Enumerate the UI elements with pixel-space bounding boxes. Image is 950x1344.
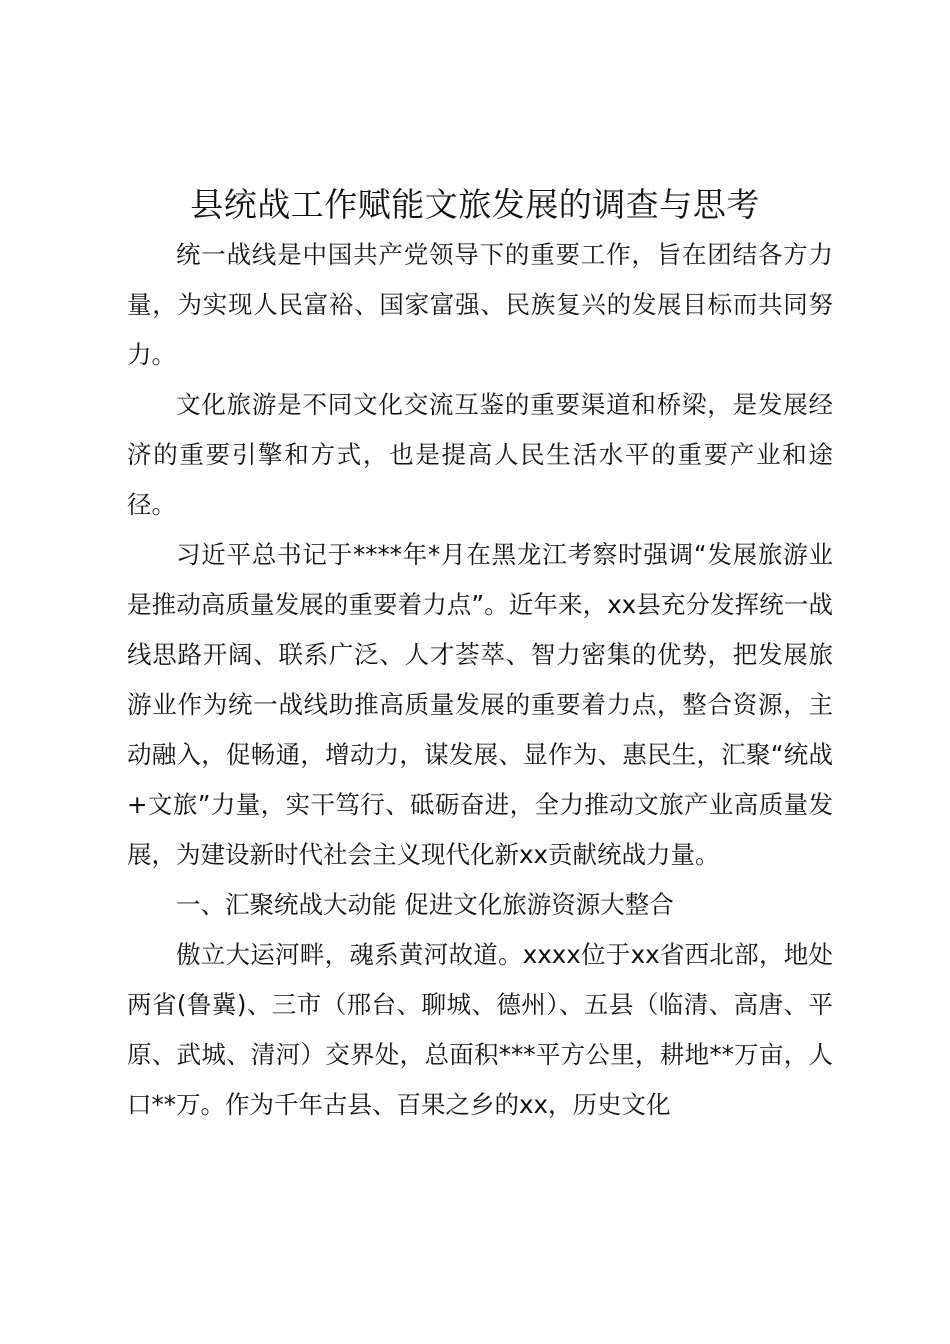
section-heading: 一、汇聚统战大动能 促进文化旅游资源大整合	[176, 890, 674, 919]
document-body	[127, 230, 833, 1130]
document-title: 县统战工作赋能文旅发展的调查与思考	[190, 185, 760, 224]
paragraph-cultural-tourism: 文化旅游是不同文化交流互鉴的重要渠道和桥梁，是发展经济的重要引擎和方式，也是提高人民生活水平的重要产业和途径。	[127, 390, 833, 519]
paragraph-location: 傲立大运河畔，魂系黄河故道。xxxx位于xx省西北部，地处两省(鲁冀)、三市（邢台、聊城、德州）、五县（临清、高唐、平原、武城、清河）交界处，总面积***平方公里，耕地**万亩，人口**万。作为千年古县、百果之乡的xx，历史文化	[127, 940, 833, 1119]
paragraph-development: 习近平总书记于****年*月在黑龙江考察时强调“发展旅游业是推动高质量发展的重要着力点”。近年来，xx县充分发挥统一战线思路开阔、联系广泛、人才荟萃、智力密集的优势，把发展旅游业作为统一战线助推高质量发展的重要着力点，整合资源，主动融入，促畅通，增动力，谋发展、显作为、惠民生，汇聚“统战+文旅”力量，实干笃行、砥砺奋进，全力推动文旅产业高质量发展，为建设新时代社会主义现代化新xx贡献统战力量。	[127, 540, 833, 869]
paragraph-united-front: 统一战线是中国共产党领导下的重要工作，旨在团结各方力量，为实现人民富裕、国家富强、民族复兴的发展目标而共同努力。	[127, 240, 833, 369]
